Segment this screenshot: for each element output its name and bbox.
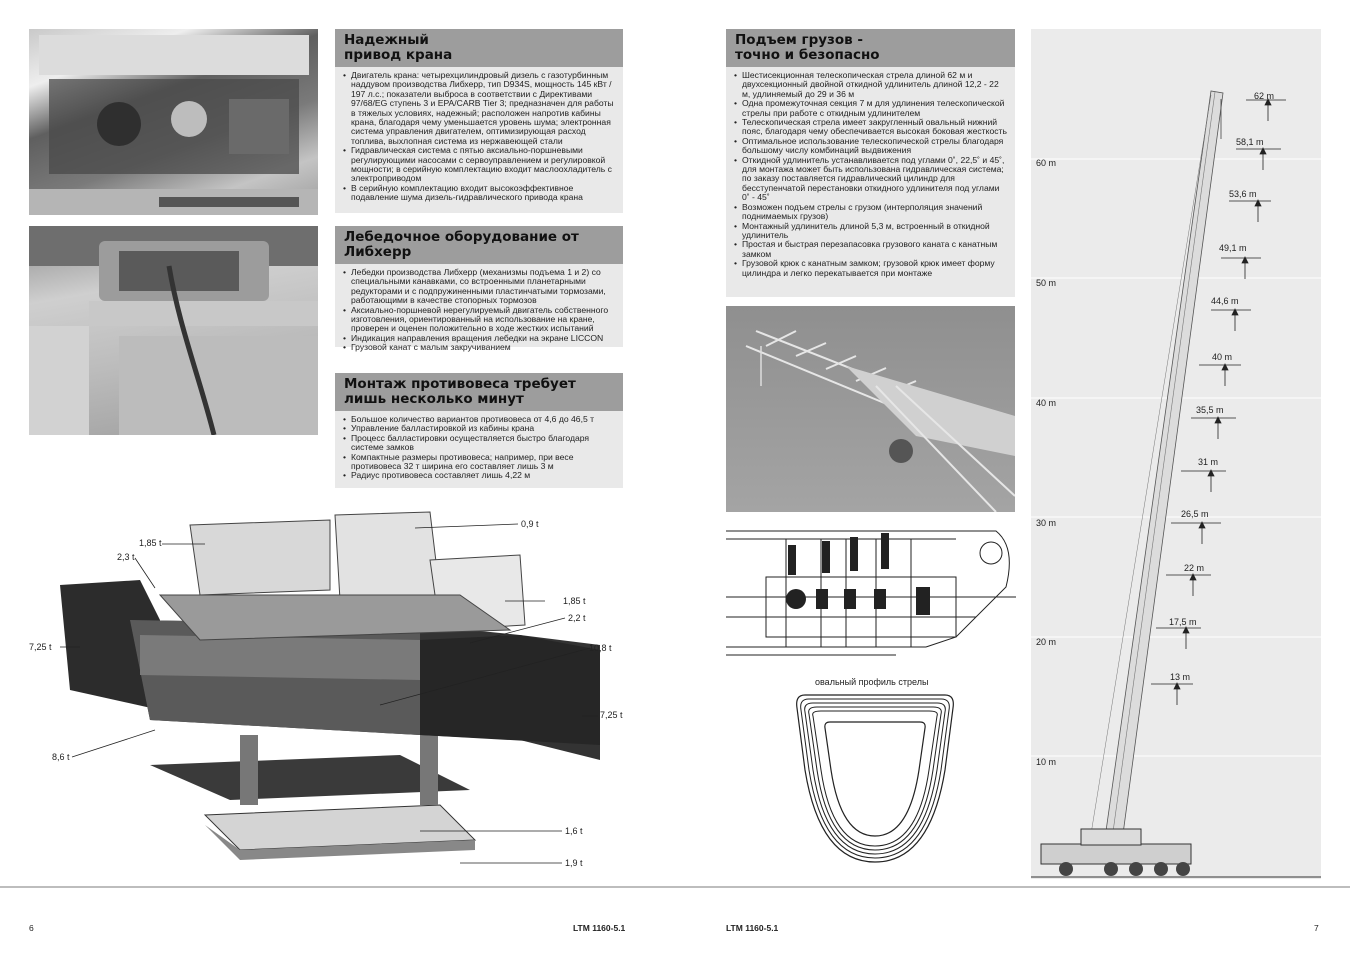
boom-length-label: 22 m bbox=[1184, 563, 1205, 573]
right-page-number: 7 bbox=[1314, 923, 1319, 933]
height-axis-label: 60 m bbox=[1036, 158, 1057, 168]
jib-illustration bbox=[726, 306, 1015, 512]
height-axis-label: 20 m bbox=[1036, 637, 1057, 647]
winch-illustration bbox=[29, 226, 318, 435]
height-axis-label: 50 m bbox=[1036, 278, 1057, 288]
list-item: • Процесс балластировки осуществляется быстро благодаря системе замков bbox=[343, 434, 615, 453]
engine-section bbox=[335, 29, 623, 213]
engine-bullet-list bbox=[335, 67, 623, 209]
lifting-section-heading: Подъем грузов - точно и безопасно bbox=[726, 29, 1015, 67]
profile-caption: овальный профиль стрелы bbox=[815, 677, 929, 687]
list-item: • Большое количество вариантов противовеса от 4,6 до 46,5 т bbox=[343, 415, 615, 424]
boom-length-label: 13 m bbox=[1170, 672, 1191, 682]
height-axis-label: 30 m bbox=[1036, 518, 1057, 528]
engine-photo bbox=[29, 29, 318, 215]
counterweight-label: 8,6 t bbox=[52, 752, 70, 762]
winch-photo bbox=[29, 226, 318, 435]
height-axis-label: 10 m bbox=[1036, 757, 1057, 767]
list-item: • Управление балластировкой из кабины крана bbox=[343, 424, 615, 433]
right-model-name: LTM 1160-5.1 bbox=[726, 923, 779, 933]
winch-section-heading: Лебедочное оборудование от Либхерр bbox=[335, 226, 623, 264]
engine-illustration bbox=[29, 29, 318, 215]
boom-length-label: 31 m bbox=[1198, 457, 1219, 467]
list-item: • Радиус противовеса составляет лишь 4,22 м bbox=[343, 471, 615, 480]
height-axis-label: 40 m bbox=[1036, 398, 1057, 408]
counterweight-label: 10,8 t bbox=[589, 643, 612, 653]
jib-photo bbox=[726, 306, 1015, 512]
boom-length-label: 26,5 m bbox=[1181, 509, 1209, 519]
counterweight-bullet-list bbox=[335, 411, 623, 487]
counterweight-section bbox=[335, 373, 623, 488]
list-item: • Простая и быстрая перезапасовка грузового каната с канатным замком bbox=[734, 240, 1007, 259]
counterweight-label: 7,25 t bbox=[29, 642, 52, 652]
counterweight-label: 1,9 t bbox=[565, 858, 583, 868]
list-item: • Компактные размеры противовеса; например, при весе противовеса 32 т ширина его составляет лишь 3 м bbox=[343, 453, 615, 472]
list-item: • Грузовой крюк с канатным замком; грузовой крюк имеет форму цилиндра и легко перекатывается при монтаже bbox=[734, 259, 1007, 278]
list-item: • Лебедки производства Либхерр (механизмы подъема 1 и 2) со специальными канавками, со встроенными планетарными редукторами и с подпружиненными пластинчатыми тормозами, работающими в качестве стопорных тормозов bbox=[343, 268, 615, 306]
left-model-name: LTM 1160-5.1 bbox=[573, 923, 626, 933]
list-item: • Оптимальное использование телескопической стрелы благодаря большому числу комбинаций выдвижения bbox=[734, 137, 1007, 156]
counterweight-label: 7,25 t bbox=[600, 710, 623, 720]
counterweight-label: 1,85 t bbox=[563, 596, 586, 606]
counterweight-label: 1,85 t bbox=[139, 538, 162, 548]
left-page-number: 6 bbox=[29, 923, 34, 933]
list-item: • Монтажный удлинитель длиной 5,3 м, встроенный в откидной удлинитель bbox=[734, 222, 1007, 241]
boom-length-label: 58,1 m bbox=[1236, 137, 1264, 147]
lifting-section bbox=[726, 29, 1015, 297]
boom-length-label: 53,6 m bbox=[1229, 189, 1257, 199]
boom-length-label: 17,5 m bbox=[1169, 617, 1197, 627]
list-item: • Аксиально-поршневой нерегулируемый двигатель собственного изготовления, ориентированный на использование на кране, проверен и оценен положительно в ходе жестких испытаний bbox=[343, 306, 615, 334]
boom-length-label: 40 m bbox=[1212, 352, 1233, 362]
list-item: • Возможен подъем стрелы с грузом (интерполяция значений поднимаемых грузов) bbox=[734, 203, 1007, 222]
list-item: • Шестисекционная телескопическая стрела длиной 62 м и двухсекционный двойной откидной удлинитель длиной 12,2 - 22 м, удлиняемый до 29 и 36 м bbox=[734, 71, 1007, 99]
list-item: • Телескопическая стрела имеет закругленный овальный нижний пояс, благодаря чему обеспечивается высокая боковая жесткость bbox=[734, 118, 1007, 137]
list-item: • Откидной удлинитель устанавливается под углами 0˚, 22,5˚ и 45˚, для монтажа может быть использована гидравлическая система; по заказу поставляется гидравлический цилиндр для бесступенчатой перестановки откидного удлинителя под углами 0˚ - 45˚ bbox=[734, 156, 1007, 203]
list-item: • Одна промежуточная секция 7 м для удлинения телескопической стрелы при работе с откидным удлинителем bbox=[734, 99, 1007, 118]
list-item: • В серийную комплектацию входит высокоэффективное подавление шума дизель-гидравлического привода крана bbox=[343, 184, 615, 203]
engine-section-heading: Надежный привод крана bbox=[335, 29, 623, 67]
counterweight-label: 0,9 t bbox=[521, 519, 539, 529]
winch-section bbox=[335, 226, 623, 353]
counterweight-label: 2,2 t bbox=[568, 613, 586, 623]
boom-section-drawing bbox=[726, 527, 1016, 659]
counterweight-section-heading: Монтаж противовеса требует лишь несколько минут bbox=[335, 373, 623, 411]
list-item: • Двигатель крана: четырехцилиндровый дизель с газотурбинным наддувом производства Либхерр, тип D934S, мощность 145 кВт / 197 л.с.; показатели выброса в соответствии с Директивами 97/68/EG ступень 3 и EPA/CARB Tier 3; предназначен для работы в тяжелых условиях, надежный; расположен напротив кабины крана, благодаря чему уменьшается уровень шума; электронная система управления двигателем, оптимизирующая расход топлива, выхлопная система из нержавеющей стали bbox=[343, 71, 615, 146]
boom-length-label: 35,5 m bbox=[1196, 405, 1224, 415]
list-item: • Индикация направления вращения лебедки на экране LICCON bbox=[343, 334, 615, 343]
footer-divider bbox=[0, 886, 1350, 888]
boom-height-chart bbox=[1031, 29, 1321, 879]
counterweight-label: 1,6 t bbox=[565, 826, 583, 836]
counterweight-diagram bbox=[0, 500, 660, 885]
winch-bullet-list bbox=[335, 264, 623, 359]
oval-profile-drawing bbox=[790, 690, 960, 870]
lifting-bullet-list bbox=[726, 67, 1015, 284]
counterweight-label: 2,3 t bbox=[117, 552, 135, 562]
boom-length-label: 44,6 m bbox=[1211, 296, 1239, 306]
list-item: • Грузовой канат с малым закручиванием bbox=[343, 343, 615, 352]
list-item: • Гидравлическая система с пятью аксиально-поршневыми регулирующими насосами с сервоуправлением и регулировкой мощности; в серийную комплектацию входит маслоохладитель с электроприводом bbox=[343, 146, 615, 184]
boom-length-label: 49,1 m bbox=[1219, 243, 1247, 253]
boom-length-label: 62 m bbox=[1254, 91, 1275, 101]
